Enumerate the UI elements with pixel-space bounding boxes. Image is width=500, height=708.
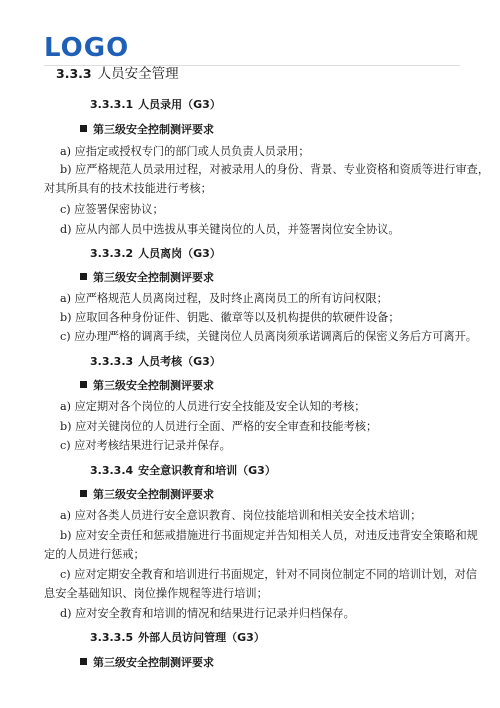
requirement-heading-text: 第三级安全控制测评要求 <box>93 379 214 392</box>
subsection-title: 人员考核（G3） <box>138 355 221 368</box>
subsection-title: 人员录用（G3） <box>138 98 221 111</box>
subsection-heading <box>90 465 276 476</box>
section-heading <box>56 68 179 82</box>
requirement-item: a) 应严格规范人员离岗过程，及时终止离岗员工的所有访问权限； <box>60 292 388 305</box>
requirement-heading-text: 第三级安全控制测评要求 <box>93 123 214 136</box>
requirement-heading <box>80 489 214 500</box>
subsection-heading <box>90 632 265 643</box>
requirement-item: b) 应对关键岗位的人员进行全面、严格的安全审查和技能考核； <box>60 420 378 433</box>
subsection-heading <box>90 248 221 259</box>
square-bullet-icon <box>80 490 87 497</box>
square-bullet-icon <box>80 273 87 280</box>
square-bullet-icon <box>80 658 87 665</box>
requirement-item-continuation: 息安全基础知识、岗位操作规程等进行培训； <box>44 587 268 600</box>
requirement-heading <box>80 657 214 668</box>
requirement-item: a) 应指定或授权专门的部门或人员负责人员录用； <box>60 145 310 158</box>
subsection-heading <box>90 356 221 367</box>
requirement-item: c) 应办理严格的调离手续，关键岗位人员离岗须承诺调离后的保密义务后方可离开。 <box>60 330 477 343</box>
requirement-heading-text: 第三级安全控制测评要求 <box>93 656 214 669</box>
subsection-number: 3.3.3.2 <box>90 247 134 260</box>
requirement-item: b) 应取回各种身份证件、钥匙、徽章等以及机构提供的软硬件设备； <box>60 311 400 324</box>
subsection-title: 安全意识教育和培训（G3） <box>138 464 276 477</box>
subsection-number: 3.3.3.5 <box>90 631 134 644</box>
requirement-item: a) 应定期对各个岗位的人员进行安全技能及安全认知的考核； <box>60 400 366 413</box>
subsection-number: 3.3.3.3 <box>90 355 134 368</box>
requirement-item: c) 应对考核结果进行记录并保存。 <box>60 439 231 452</box>
requirement-item: c) 应对定期安全教育和培训进行书面规定，针对不同岗位制定不同的培训计划，对信 <box>60 568 477 581</box>
requirement-item: d) 应从内部人员中选拔从事关键岗位的人员，并签署岗位安全协议。 <box>60 223 400 236</box>
requirement-heading <box>80 380 214 391</box>
requirement-item: d) 应对安全教育和培训的情况和结果进行记录并归档保存。 <box>60 607 355 620</box>
requirement-item-continuation: 定的人员进行惩戒； <box>44 548 145 561</box>
requirement-item: c) 应签署保密协议； <box>60 203 164 216</box>
requirement-heading <box>80 272 214 283</box>
requirement-heading <box>80 124 214 135</box>
requirement-item-continuation: 对其所具有的技术技能进行考核； <box>44 182 212 195</box>
subsection-title: 外部人员访问管理（G3） <box>138 631 265 644</box>
requirement-item: a) 应对各类人员进行安全意识教育、岗位技能培训和相关安全技术培训； <box>60 509 422 522</box>
section-number: 3.3.3 <box>56 66 92 81</box>
requirement-heading-text: 第三级安全控制测评要求 <box>93 488 214 501</box>
subsection-heading <box>90 99 221 110</box>
requirement-item: b) 应对安全责任和惩戒措施进行书面规定并告知相关人员，对违反违背安全策略和规 <box>60 529 478 542</box>
requirement-item: b) 应严格规范人员录用过程，对被录用人的身份、背景、专业资格和资质等进行审查， <box>60 163 490 176</box>
subsection-title: 人员离岗（G3） <box>138 247 221 260</box>
requirement-heading-text: 第三级安全控制测评要求 <box>93 271 214 284</box>
square-bullet-icon <box>80 381 87 388</box>
logo: LOGO <box>44 33 130 63</box>
subsection-number: 3.3.3.1 <box>90 98 134 111</box>
subsection-number: 3.3.3.4 <box>90 464 134 477</box>
square-bullet-icon <box>80 125 87 132</box>
section-title: 人员安全管理 <box>97 66 179 82</box>
